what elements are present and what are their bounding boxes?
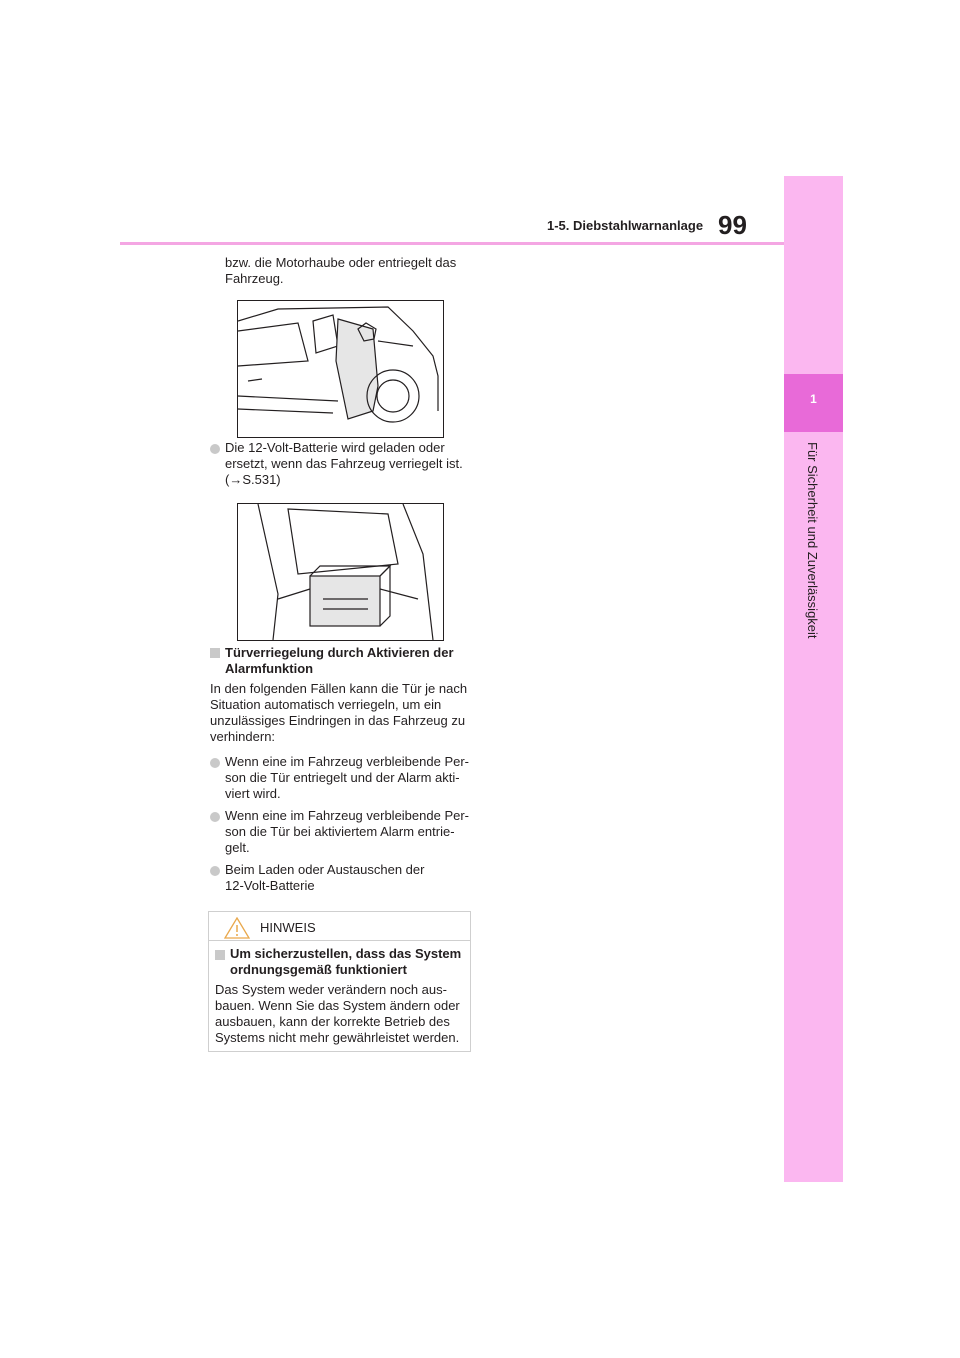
note-label: HINWEIS — [260, 920, 316, 935]
car-door-illustration — [237, 300, 444, 438]
list-item-1-line-3: viert wird. — [225, 786, 281, 801]
intro-line-2: Fahrzeug. — [225, 271, 284, 286]
page-number: 99 — [718, 210, 747, 240]
list-item-1-line-2: son die Tür entriegelt und der Alarm akti- — [225, 770, 460, 785]
lock-section-heading-2: Alarmfunktion — [225, 661, 314, 676]
list-item-2-line-2: son die Tür bei aktiviertem Alarm entrie- — [225, 824, 455, 839]
chapter-side-tab — [784, 176, 843, 1182]
note-heading-2: ordnungsgemäß funktioniert — [230, 962, 407, 977]
battery-bullet-line-2: ersetzt, wenn das Fahrzeug verriegelt ist. — [225, 456, 463, 471]
header-rule — [120, 242, 784, 245]
lock-body-line-1: In den folgenden Fällen kann die Tür je nach — [210, 681, 468, 696]
circle-bullet-icon — [210, 758, 220, 768]
chapter-title: Für Sicherheit und Zuverlässigkeit — [805, 442, 820, 639]
circle-bullet-icon — [210, 444, 220, 454]
list-item-1-line-1: Wenn eine im Fahrzeug verbleibende Per- — [225, 754, 470, 769]
chapter-number: 1 — [810, 392, 817, 406]
note-heading-1: Um sicherzustellen, dass das System — [230, 946, 462, 961]
lock-body-line-3: unzulässiges Eindringen in das Fahrzeug zu — [210, 713, 466, 728]
battery-bullet-line-1: Die 12-Volt-Batterie wird geladen oder — [225, 440, 445, 455]
note-body-line-4: Systems nicht mehr gewährleistet werden. — [215, 1030, 460, 1045]
intro-line-1: bzw. die Motorhaube oder entriegelt das — [225, 255, 457, 270]
list-item-2-line-3: gelt. — [225, 840, 250, 855]
warning-triangle-icon — [224, 917, 250, 944]
square-bullet-icon — [210, 648, 220, 658]
circle-bullet-icon — [210, 812, 220, 822]
battery-bullet-reference: (→S.531) — [225, 472, 281, 487]
list-item-2-line-1: Wenn eine im Fahrzeug verbleibende Per- — [225, 808, 470, 823]
note-body-line-1: Das System weder verändern noch aus- — [215, 982, 447, 997]
circle-bullet-icon — [210, 866, 220, 876]
lock-section-heading-1: Türverriegelung durch Aktivieren der — [225, 645, 454, 660]
list-item-3-line-2: 12-Volt-Batterie — [225, 878, 315, 893]
lock-body-line-4: verhindern: — [210, 729, 276, 744]
list-item-3-line-1: Beim Laden oder Austauschen der — [225, 862, 425, 877]
battery-illustration — [237, 503, 444, 641]
square-bullet-icon — [215, 950, 225, 960]
note-body-line-3: ausbauen, kann der korrekte Betrieb des — [215, 1014, 450, 1029]
note-body-line-2: bauen. Wenn Sie das System ändern oder — [215, 998, 460, 1013]
section-title: 1-5. Diebstahlwarnanlage — [547, 218, 704, 233]
lock-body-line-2: Situation automatisch verriegeln, um ein — [210, 697, 442, 712]
